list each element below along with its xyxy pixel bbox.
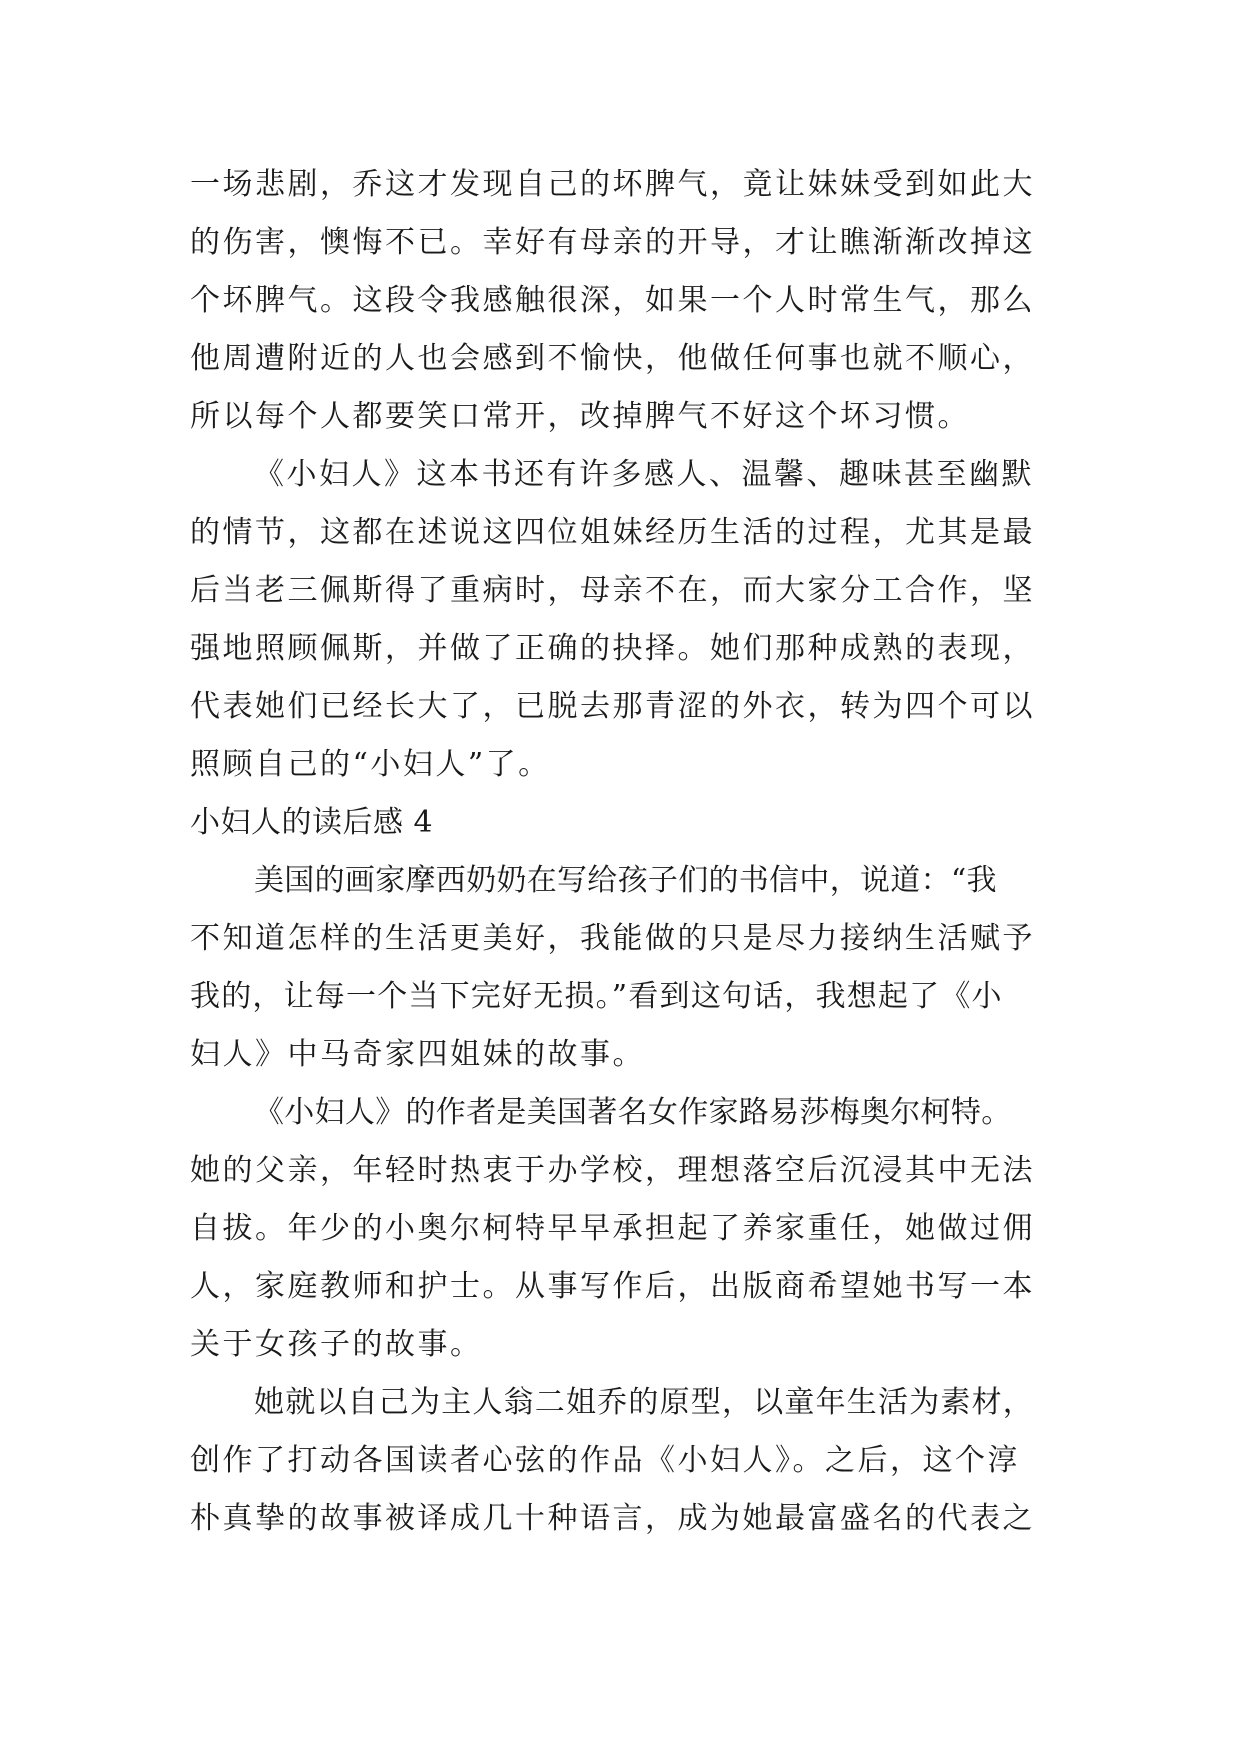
text-line: 所以每个人都要笑口常开，改掉脾气不好这个坏习惯。 — [190, 399, 970, 434]
text-line: 他周遭附近的人也会感到不愉快，他做任何事也就不顺心， — [190, 341, 1035, 376]
text-line: 关于女孩子的故事。 — [190, 1327, 483, 1362]
text-line: 一场悲剧，乔这才发现自己的坏脾气，竟让妹妹受到如此大 — [190, 167, 1035, 202]
text-line: 不知道怎样的生活更美好，我能做的只是尽力接纳生活赋予 — [190, 921, 1035, 956]
text-line: 的伤害，懊悔不已。幸好有母亲的开导，才让瞧渐渐改掉这 — [190, 225, 1035, 260]
text-line: 个坏脾气。这段令我感触很深，如果一个人时常生气，那么 — [190, 283, 1035, 318]
text-line: 代表她们已经长大了，已脱去那青涩的外衣，转为四个可以 — [190, 689, 1035, 724]
paragraph-start-line: 美国的画家摩西奶奶在写给孩子们的书信中，说道：“我 — [254, 863, 997, 898]
text-line: 她的父亲，年轻时热衷于办学校，理想落空后沉浸其中无法 — [190, 1153, 1035, 1188]
paragraph-start-line: 她就以自己为主人翁二姐乔的原型，以童年生活为素材， — [254, 1385, 1034, 1420]
text-line: 的情节，这都在述说这四位姐妹经历生活的过程，尤其是最 — [190, 515, 1035, 550]
text-line: 自拔。年少的小奥尔柯特早早承担起了养家重任，她做过佣 — [190, 1211, 1035, 1246]
section-heading: 小妇人的读后感 4 — [190, 805, 434, 840]
text-line: 强地照顾佩斯，并做了正确的抉择。她们那种成熟的表现， — [190, 631, 1035, 666]
paragraph-start-line: 《小妇人》这本书还有许多感人、温馨、趣味甚至幽默 — [254, 457, 1034, 492]
text-line: 妇人》中马奇家四姐妹的故事。 — [190, 1037, 645, 1072]
text-line: 创作了打动各国读者心弦的作品《小妇人》。之后，这个淳 — [190, 1443, 1020, 1478]
text-line: 照顾自己的“小妇人”了。 — [190, 747, 551, 782]
paragraph-start-line: 《小妇人》的作者是美国著名女作家路易莎梅奥尔柯特。 — [254, 1095, 1012, 1130]
text-line: 我的，让每一个当下完好无损。”看到这句话，我想起了《小 — [190, 979, 1003, 1014]
body-text — [190, 156, 1060, 1548]
text-line: 人，家庭教师和护士。从事写作后，出版商希望她书写一本 — [190, 1269, 1035, 1304]
text-line: 朴真挚的故事被译成几十种语言，成为她最富盛名的代表之 — [190, 1501, 1035, 1536]
text-line: 后当老三佩斯得了重病时，母亲不在，而大家分工合作，坚 — [190, 573, 1035, 608]
